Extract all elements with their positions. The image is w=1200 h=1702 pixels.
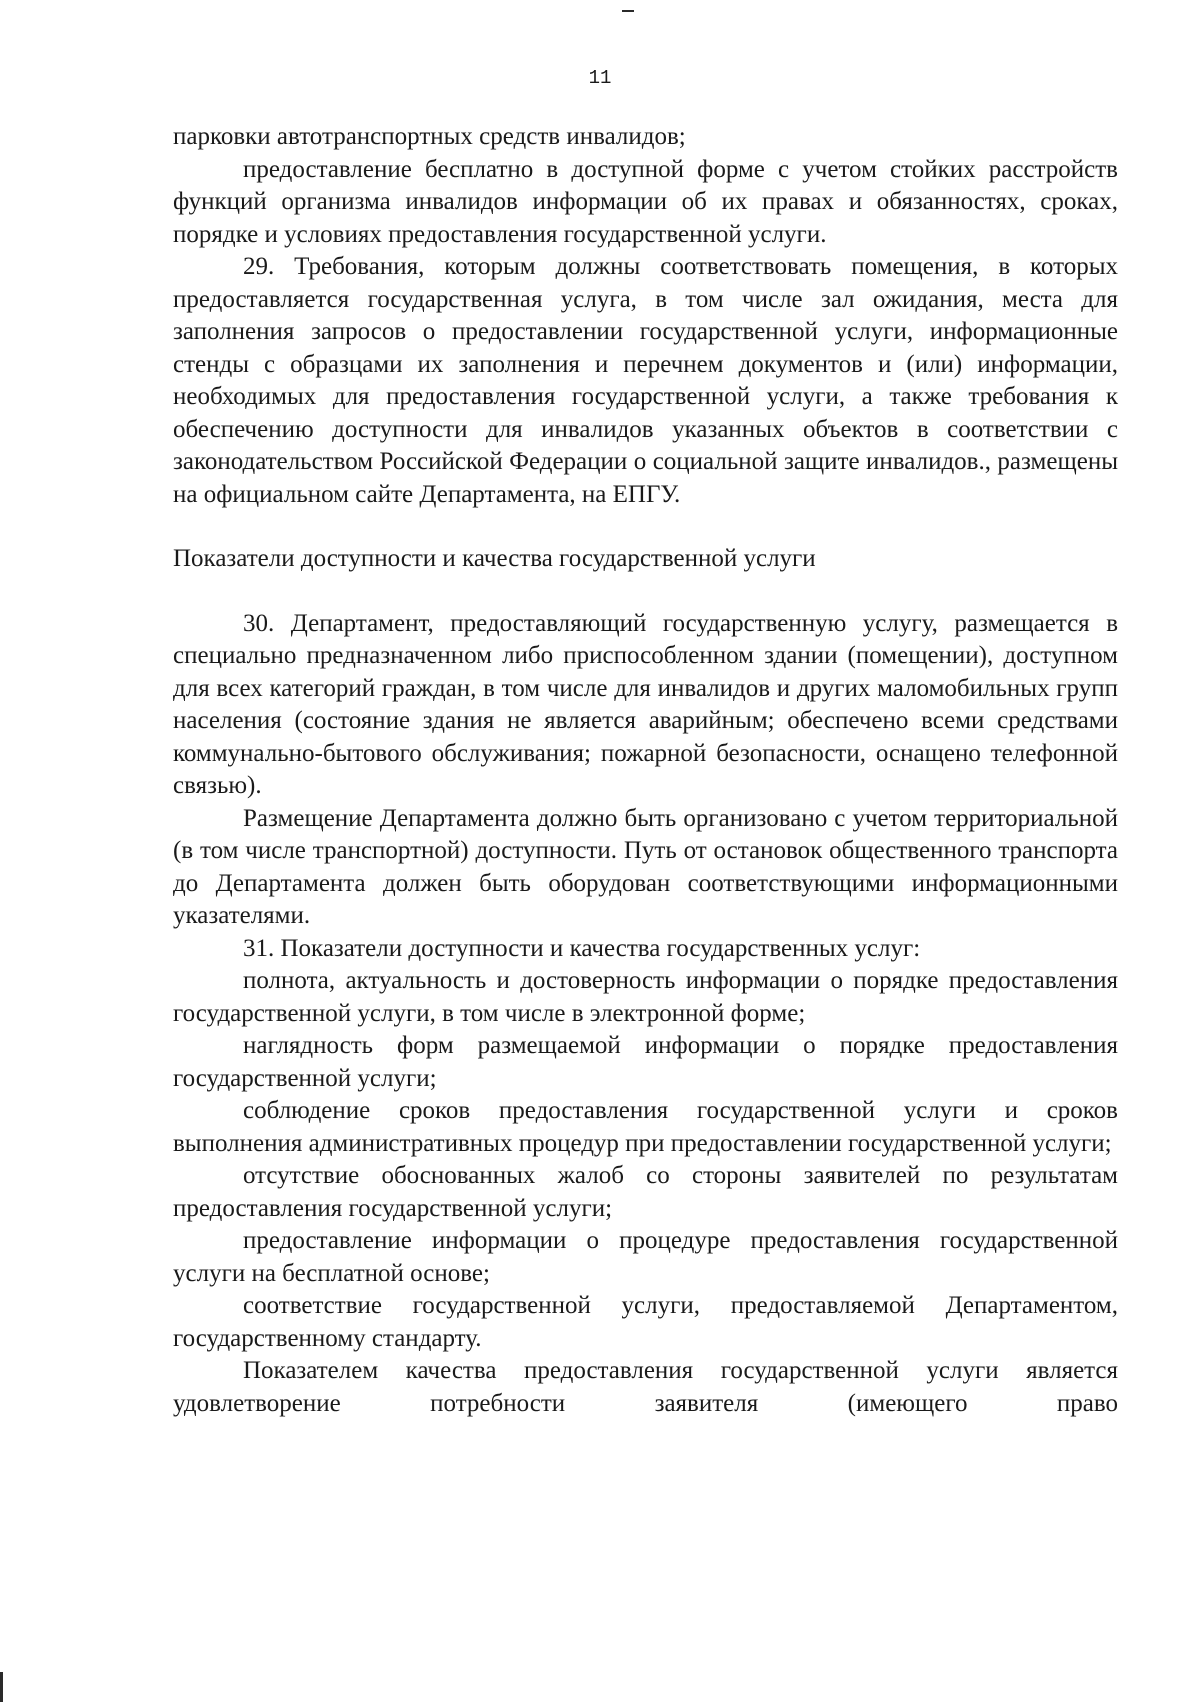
section-heading: Показатели доступности и качества государственной услуги <box>173 545 816 572</box>
scan-artifact-left-edge <box>0 1672 3 1702</box>
paragraph-placement: Размещение Департамента должно быть организовано с учетом территориальной (в том числе транспортной) доступности. Путь от остановок общественного транспорта до Департамента должен быть оборудован соответствующими информационными указателями. <box>173 804 1118 929</box>
list-item-no-complaints: отсутствие обоснованных жалоб со стороны заявителей по результатам предоставления государственной услуги; <box>173 1162 1118 1222</box>
paragraph-quality-indicator: Показателем качества предоставления государственной услуги является удовлетворение потребности заявителя (имеющего право <box>173 1357 1118 1417</box>
page-number: 11 <box>588 67 612 89</box>
list-item-standard-compliance: соответствие государственной услуги, предоставляемой Департаментом, государственному стандарту. <box>173 1292 1118 1352</box>
list-item-deadlines: соблюдение сроков предоставления государственной услуги и сроков выполнения административных процедур при предоставлении государственной услуги; <box>173 1097 1118 1157</box>
list-item-free-procedure-info: предоставление информации о процедуре предоставления государственной услуги на бесплатной основе; <box>173 1227 1118 1287</box>
list-item-visibility: наглядность форм размещаемой информации о порядке предоставления государственной услуги; <box>173 1032 1118 1092</box>
paragraph-item-29: 29. Требования, которым должны соответствовать помещения, в которых предоставляется государственная услуга, в том числе зал ожидания, места для заполнения запросов о предоставлении государственной услуги, информационные стенды с образцами их заполнения и перечнем документов и (или) информации, необходимых для предоставления государственной услуги, а также требования к обеспечению доступности для инвалидов указанных объектов в соответствии с законодательством Российской Федерации о социальной защите инвалидов., размещены на официальном сайте Департамента, на ЕПГУ. <box>173 253 1118 508</box>
list-item-completeness: полнота, актуальность и достоверность информации о порядке предоставления государственной услуги, в том числе в электронной форме; <box>173 967 1118 1027</box>
paragraph-parking-continuation: парковки автотранспортных средств инвалидов; <box>173 123 686 150</box>
paragraph-free-information: предоставление бесплатно в доступной форме с учетом стойких расстройств функций организма инвалидов информации об их правах и обязанностях, сроках, порядке и условиях предоставления государственной услуги. <box>173 155 1118 248</box>
paragraph-item-31: 31. Показатели доступности и качества государственных услуг: <box>243 934 921 962</box>
scan-artifact-top <box>622 10 634 12</box>
paragraph-item-30: 30. Департамент, предоставляющий государственную услугу, размещается в специально предназначенном либо приспособленном здании (помещении), доступном для всех категорий граждан, в том числе для инвалидов и других маломобильных групп населения (состояние здания не является аварийным; обеспечено всеми средствами коммунально-бытового обслуживания; пожарной безопасности, оснащено телефонной связью). <box>173 609 1118 799</box>
document-body <box>173 121 1118 1420</box>
